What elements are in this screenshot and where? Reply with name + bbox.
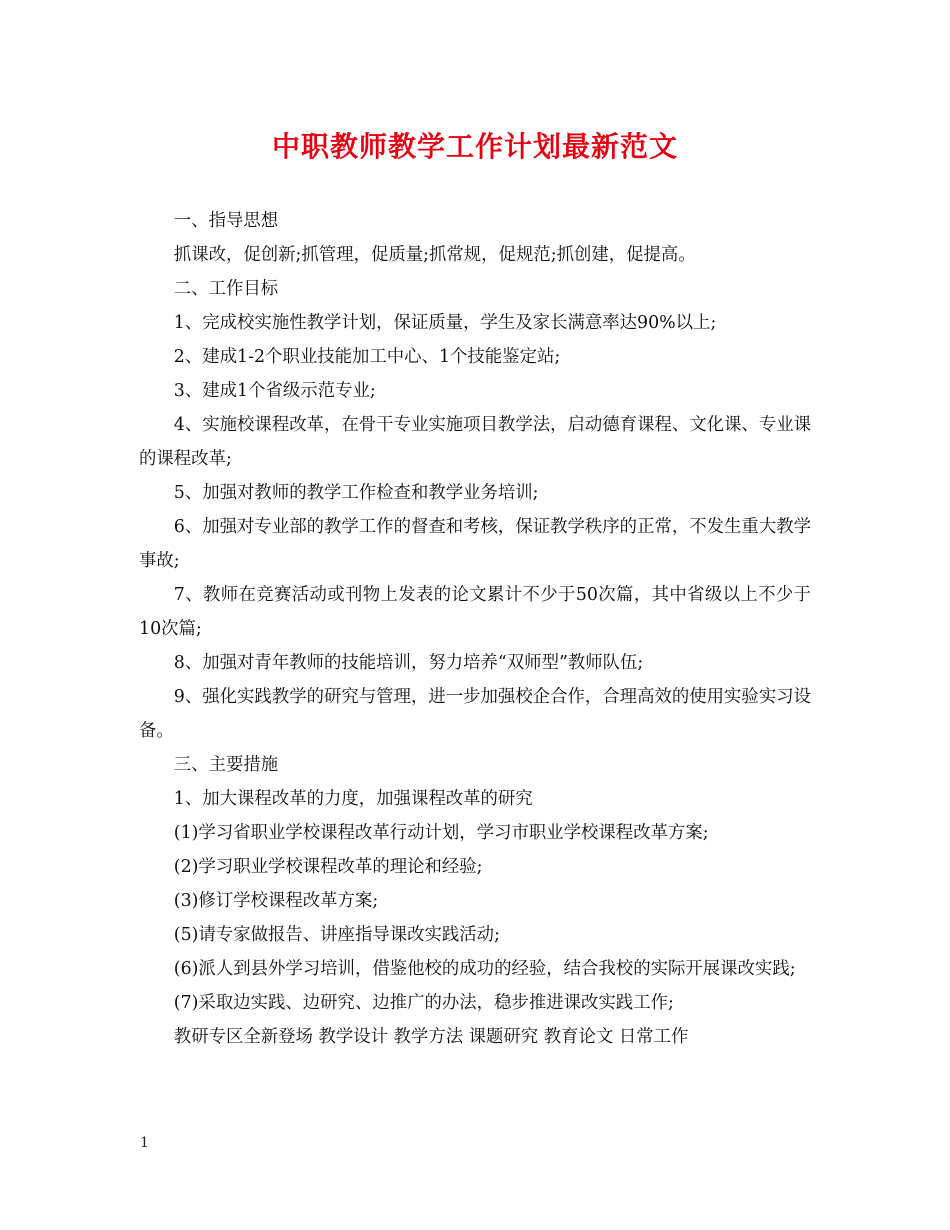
paragraph: (1)学习省职业学校课程改革行动计划，学习市职业学校课程改革方案; (173, 823, 709, 843)
heading-guiding-ideology: 一、指导思想 (173, 211, 279, 231)
paragraph: 1、完成校实施性教学计划，保证质量，学生及家长满意率达90%以上; (173, 313, 717, 333)
footer-topics-line: 教研专区全新登场 教学设计 教学方法 课题研究 教育论文 日常工作 (173, 1027, 689, 1047)
paragraph: 2、建成1-2个职业技能加工中心、1个技能鉴定站; (173, 347, 561, 367)
paragraph: 7、教师在竞赛活动或刊物上发表的论文累计不少于50次篇，其中省级以上不少于10次篇; (139, 585, 811, 639)
heading-work-goals: 二、工作目标 (173, 279, 279, 299)
paragraph: (6)派人到县外学习培训，借鉴他校的成功的经验，结合我校的实际开展课改实践; (173, 959, 796, 979)
page-number: 1 (140, 1135, 149, 1151)
paragraph: 4、实施校课程改革，在骨干专业实施项目教学法，启动德育课程、文化课、专业课的课程改革; (139, 415, 811, 469)
paragraph: 5、加强对教师的教学工作检查和教学业务培训; (173, 483, 539, 503)
paragraph: (5)请专家做报告、讲座指导课改实践活动; (173, 925, 500, 945)
paragraph: 抓课改，促创新;抓管理，促质量;抓常规，促规范;抓创建，促提高。 (173, 245, 696, 265)
paragraph: 8、加强对青年教师的技能培训，努力培养“双师型”教师队伍; (173, 653, 644, 673)
paragraph: (7)采取边实践、边研究、边推广的办法，稳步推进课改实践工作; (173, 993, 674, 1013)
paragraph: (2)学习职业学校课程改革的理论和经验; (173, 857, 483, 877)
document-body (139, 204, 811, 1054)
paragraph: 9、强化实践教学的研究与管理，进一步加强校企合作，合理高效的使用实验实习设备。 (139, 687, 811, 741)
heading-main-measures: 三、主要措施 (173, 755, 279, 775)
paragraph: (3)修订学校课程改革方案; (173, 891, 379, 911)
paragraph: 6、加强对专业部的教学工作的督查和考核，保证教学秩序的正常，不发生重大教学事故; (139, 517, 811, 571)
paragraph: 1、加大课程改革的力度，加强课程改革的研究 (173, 789, 533, 809)
document-title: 中职教师教学工作计划最新范文 (271, 130, 678, 163)
paragraph: 3、建成1个省级示范专业; (173, 381, 376, 401)
